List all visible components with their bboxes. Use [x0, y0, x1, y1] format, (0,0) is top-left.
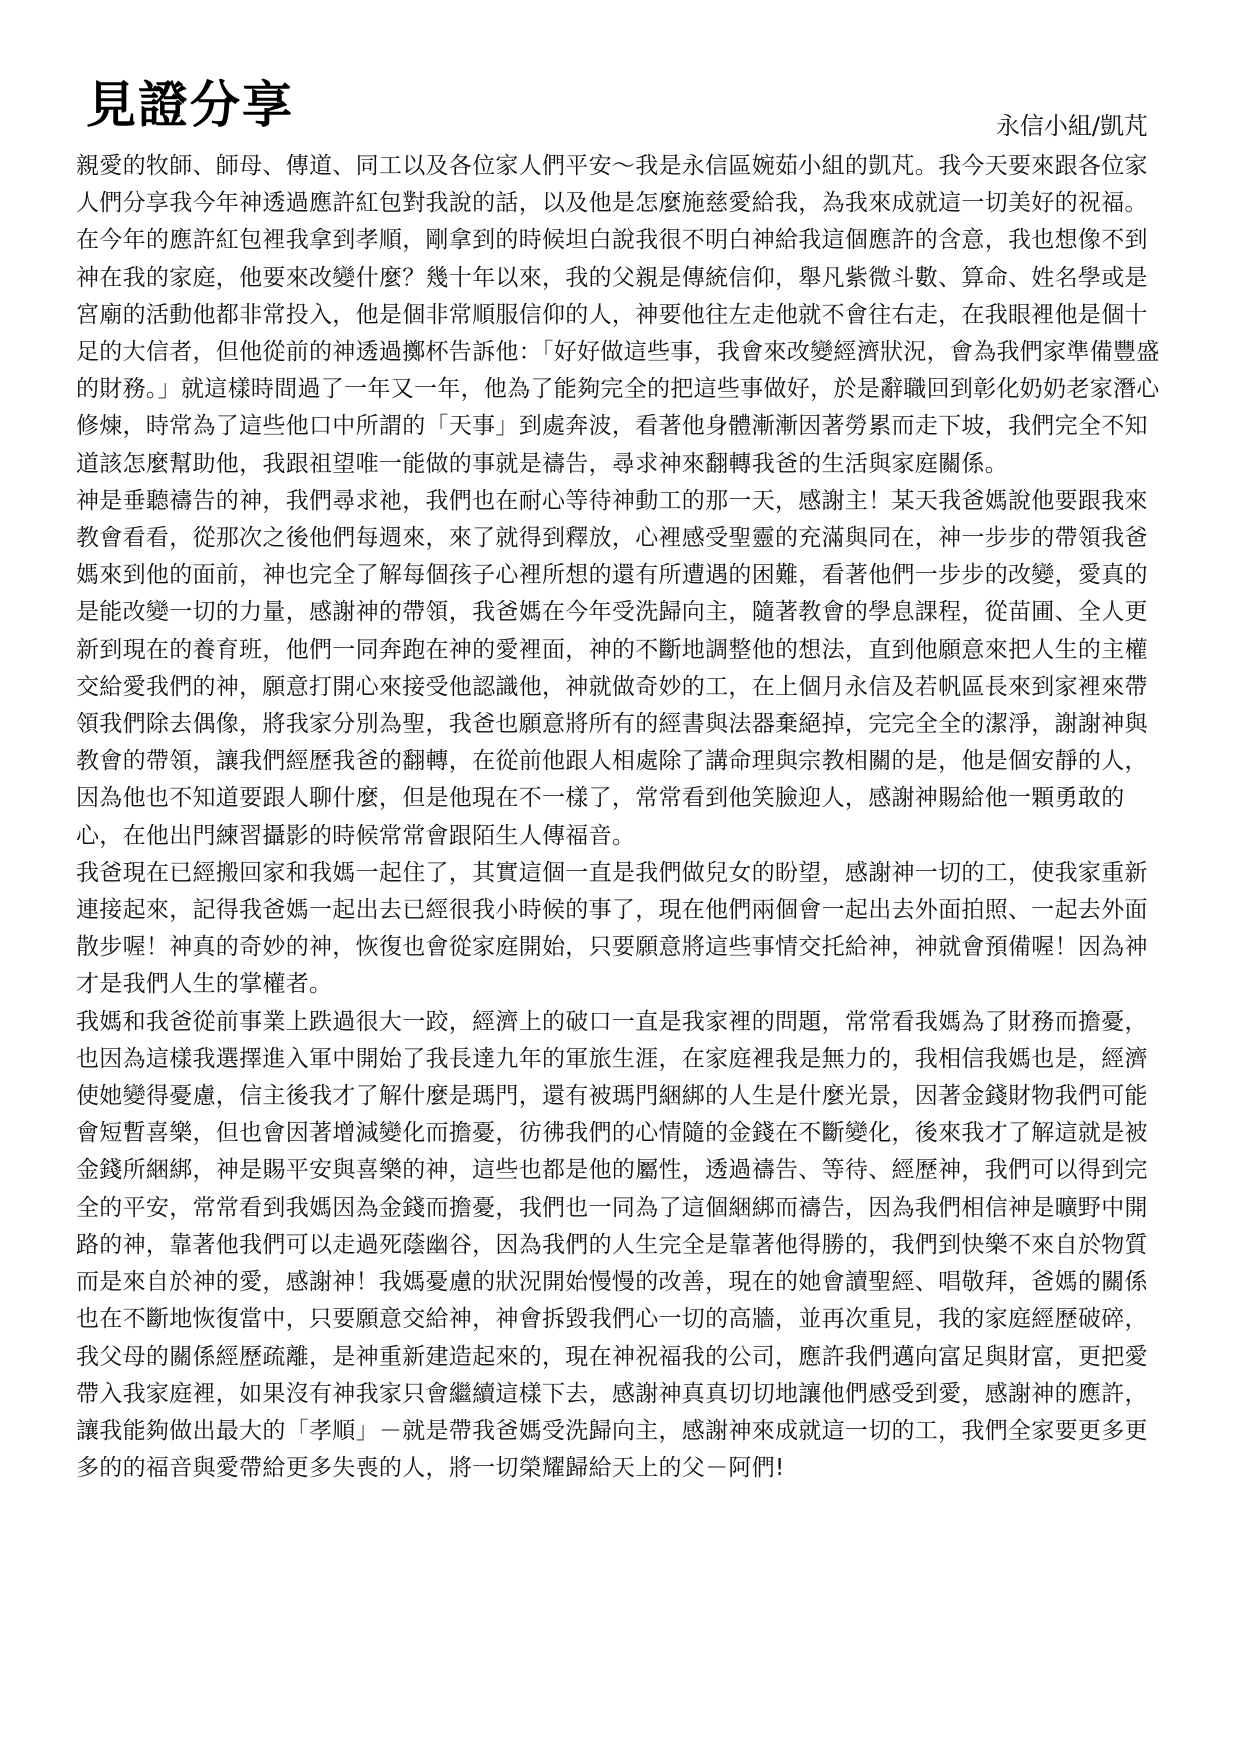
paragraph-greeting: 親愛的牧師、師母、傳道、同工以及各位家人們平安～我是永信區婉茹小組的凱芃。我今天要來跟各位家人們分享我今年神透過應許紅包對我說的話，以及他是怎麼施慈愛給我，為我來成就這一切美好的祝福。: [76, 153, 1148, 217]
paragraph-father-background: 在今年的應許紅包裡我拿到孝順，剛拿到的時候坦白說我很不明白神給我這個應許的含意，我也想像不到神在我的家庭，他要來改變什麼？幾十年以來，我的父親是傳統信仰，舉凡紫微斗數、算命、姓名學或是宮廟的活動他都非常投入，他是個非常順服信仰的人，神要他往左走他就不會往右走，在我眼裡他是個十足的大信者，但他從前的神透過擲杯告訴他：「好好做這些事，我會來改變經濟狀況，會為我們家準備豐盛的財務。」就這樣時間過了一年又一年，他為了能夠完全的把這些事做好，於是辭職回到彰化奶奶老家潛心修煉，時常為了這些他口中所謂的「天事」到處奔波，看著他身體漸漸因著勞累而走下坡，我們完全不知道該怎麼幫助他，我跟祖望唯一能做的事就是禱告，尋求神來翻轉我爸的生活與家庭關係。: [76, 227, 1160, 477]
paragraph-answered-prayer: 神是垂聽禱告的神，我們尋求祂，我們也在耐心等待神動工的那一天，感謝主！某天我爸媽說他要跟我來教會看看，從那次之後他們每週來，來了就得到釋放，心裡感受聖靈的充滿與同在，神一步步的帶領我爸媽來到他的面前，神也完全了解每個孩子心裡所想的還有所遭遇的困難，看著他們一步步的改變，愛真的是能改變一切的力量，感謝神的帶領，我爸媽在今年受洗歸向主，隨著教會的學息課程，從苗圃、全人更新到現在的養育班，他們一同奔跑在神的愛裡面，神的不斷地調整他的想法，直到他願意來把人生的主權交給愛我們的神，願意打開心來接受他認識他，神就做奇妙的工，在上個月永信及若帆區長來到家裡來帶領我們除去偶像，將我家分別為聖，我爸也願意將所有的經書與法器棄絕掉，完完全全的潔淨，謝謝神與教會的帶領，讓我們經歷我爸的翻轉，在從前他跟人相處除了講命理與宗教相關的是，他是個安靜的人，因為他也不知道要跟人聊什麼，但是他現在不一樣了，常常看到他笑臉迎人，感謝神賜給他一顆勇敢的心，在他出門練習攝影的時候常常會跟陌生人傳福音。: [76, 487, 1148, 849]
paragraph-family-restored: 我爸現在已經搬回家和我媽一起住了，其實這個一直是我們做兒女的盼望，感謝神一切的工，使我家重新連接起來，記得我爸媽一起出去已經很我小時候的事了，現在他們兩個會一起出去外面拍照、一起去外面散步喔！神真的奇妙的神，恢復也會從家庭開始，只要願意將這些事情交托給神，神就會預備喔！因為神才是我們人生的掌權者。: [76, 859, 1148, 998]
author-byline: 永信小組/凱芃: [995, 112, 1148, 140]
page-title: 見證分享: [86, 76, 294, 134]
paragraph-mother-finances: 我媽和我爸從前事業上跌過很大一跤，經濟上的破口一直是我家裡的問題，常常看我媽為了財務而擔憂，也因為這樣我選擇進入軍中開始了我長達九年的軍旅生涯，在家庭裡我是無力的，我相信我媽也是，經濟使她變得憂慮，信主後我才了解什麼是瑪門，還有被瑪門綑綁的人生是什麼光景，因著金錢財物我們可能會短暫喜樂，但也會因著增減變化而擔憂，彷彿我們的心情隨的金錢在不斷變化，後來我才了解這就是被金錢所綑綁，神是賜平安與喜樂的神，這些也都是他的屬性，透過禱告、等待、經歷神，我們可以得到完全的平安，常常看到我媽因為金錢而擔憂，我們也一同為了這個綑綁而禱告，因為我們相信神是曠野中開路的神，靠著他我們可以走過死蔭幽谷，因為我們的人生完全是靠著他得勝的，我們到快樂不來自於物質而是來自於神的愛，感謝神！我媽憂慮的狀況開始慢慢的改善，現在的她會讀聖經、唱敬拜，爸媽的關係也在不斷地恢復當中，只要願意交給神，神會拆毀我們心一切的高牆，並再次重見，我的家庭經歷破碎，我父母的關係經歷疏離，是神重新建造起來的，現在神祝福我的公司，應許我們邁向富足與財富，更把愛帶入我家庭裡，如果沒有神我家只會繼續這樣下去，感謝神真真切切地讓他們感受到愛，感謝神的應許，讓我能夠做出最大的「孝順」－就是帶我爸媽受洗歸向主，感謝神來成就這一切的工，我們全家要更多更多的的福音與愛帶給更多失喪的人，將一切榮耀歸給天上的父－阿們!: [76, 1008, 1148, 1482]
document-body: [76, 148, 1162, 1487]
